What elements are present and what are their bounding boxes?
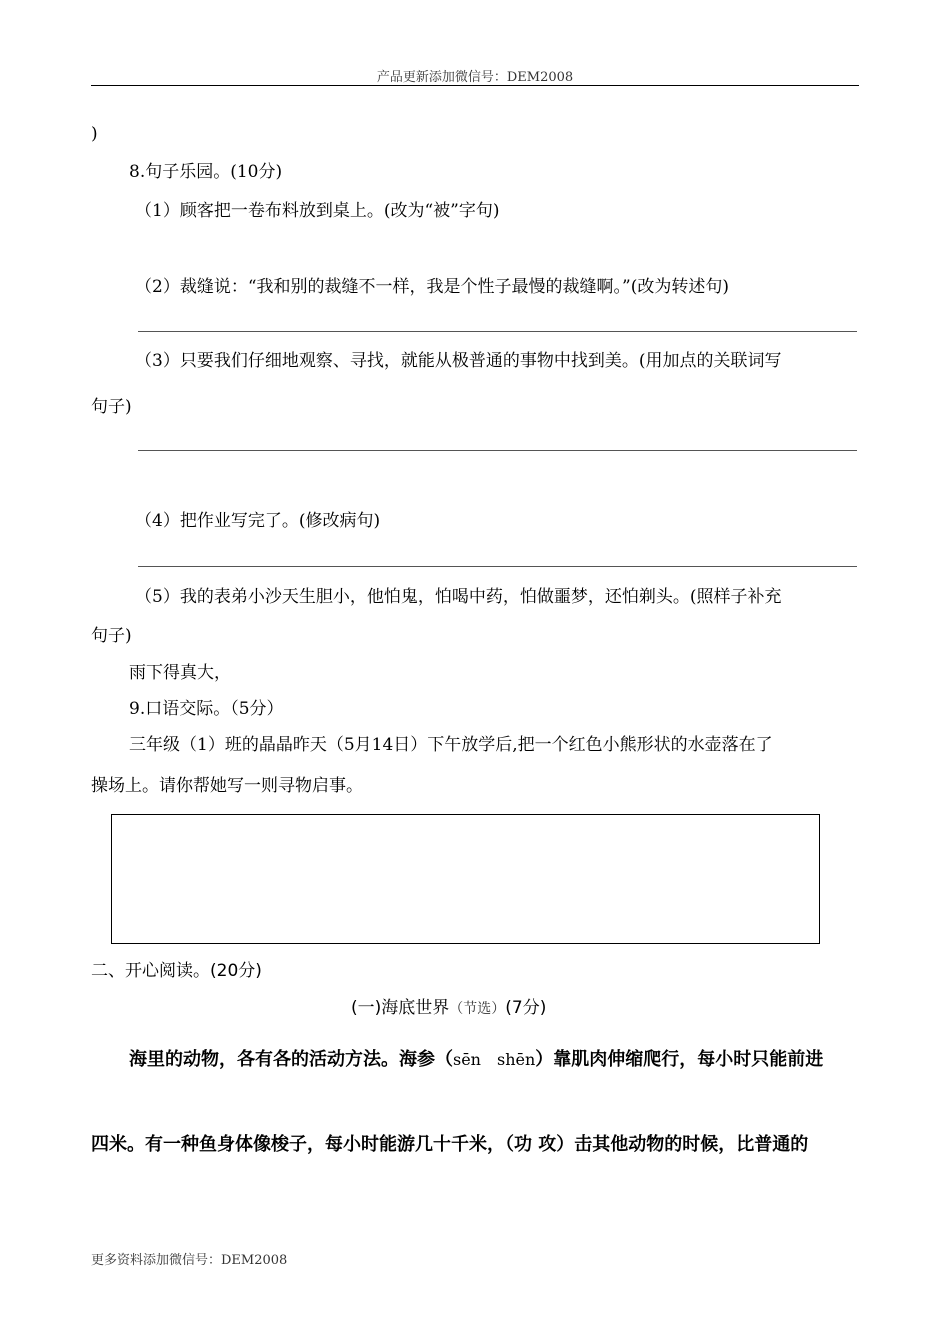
lost-item-notice-answer-box[interactable]	[111, 814, 820, 944]
question-9-prompt-line-2: 操场上。请你帮她写一则寻物启事。	[91, 776, 363, 796]
question-8-item-5-example: 雨下得真大，	[129, 663, 231, 683]
answer-line-3[interactable]	[138, 450, 857, 451]
question-8-item-3-line-1: （3）只要我们仔细地观察、寻找，就能从极普通的事物中找到美。(用加点的关联词写	[135, 351, 782, 371]
question-9-title: 9.口语交际。（5分）	[129, 699, 284, 719]
question-8-item-2: （2）裁缝说：“我和别的裁缝不一样，我是个性子最慢的裁缝啊。”(改为转述句)	[135, 277, 729, 297]
question-8-item-3-line-2: 句子)	[91, 397, 132, 417]
section-2-title: 二、开心阅读。(20分)	[91, 961, 262, 981]
reading-1-text-a: 海里的动物，各有各的活动方法。海参（	[129, 1049, 453, 1070]
reading-1-title	[351, 997, 546, 1020]
question-8-item-5-line-2: 句子)	[91, 626, 132, 646]
page-header: 产品更新添加微信号：DEM2008	[376, 70, 574, 85]
reading-1-title-main: (一)海底世界	[351, 998, 450, 1018]
reading-1-paragraph-line-1	[129, 1048, 823, 1072]
page-footer: 更多资料添加微信号：DEM2008	[91, 1253, 288, 1268]
reading-1-text-b: ）靠肌肉伸缩爬行，每小时只能前进	[535, 1049, 824, 1070]
answer-line-4[interactable]	[138, 566, 857, 567]
question-9-prompt-line-1: 三年级（1）班的晶晶昨天（5月14日）下午放学后,把一个红色小熊形状的水壶落在了	[129, 735, 773, 755]
question-8-item-4: （4）把作业写完了。(修改病句)	[135, 511, 381, 531]
question-8-item-5-line-1: （5）我的表弟小沙天生胆小，他怕鬼，怕喝中药，怕做噩梦，还怕剃头。(照样子补充	[135, 587, 782, 607]
header-divider	[91, 85, 859, 86]
reading-1-title-score: (7分)	[505, 998, 547, 1018]
reading-1-title-note: （节选）	[449, 1001, 506, 1017]
question-8-item-1: （1）顾客把一卷布料放到桌上。(改为“被”字句)	[135, 201, 500, 221]
answer-line-2[interactable]	[138, 331, 857, 332]
previous-question-end: )	[91, 124, 98, 144]
reading-1-paragraph-line-2: 四米。有一种鱼身体像梭子，每小时能游几十千米，（功 攻）击其他动物的时候，比普通的	[91, 1134, 809, 1155]
question-8-title: 8.句子乐园。(10分)	[129, 162, 283, 182]
reading-1-pinyin: sēn shēn	[453, 1050, 536, 1069]
